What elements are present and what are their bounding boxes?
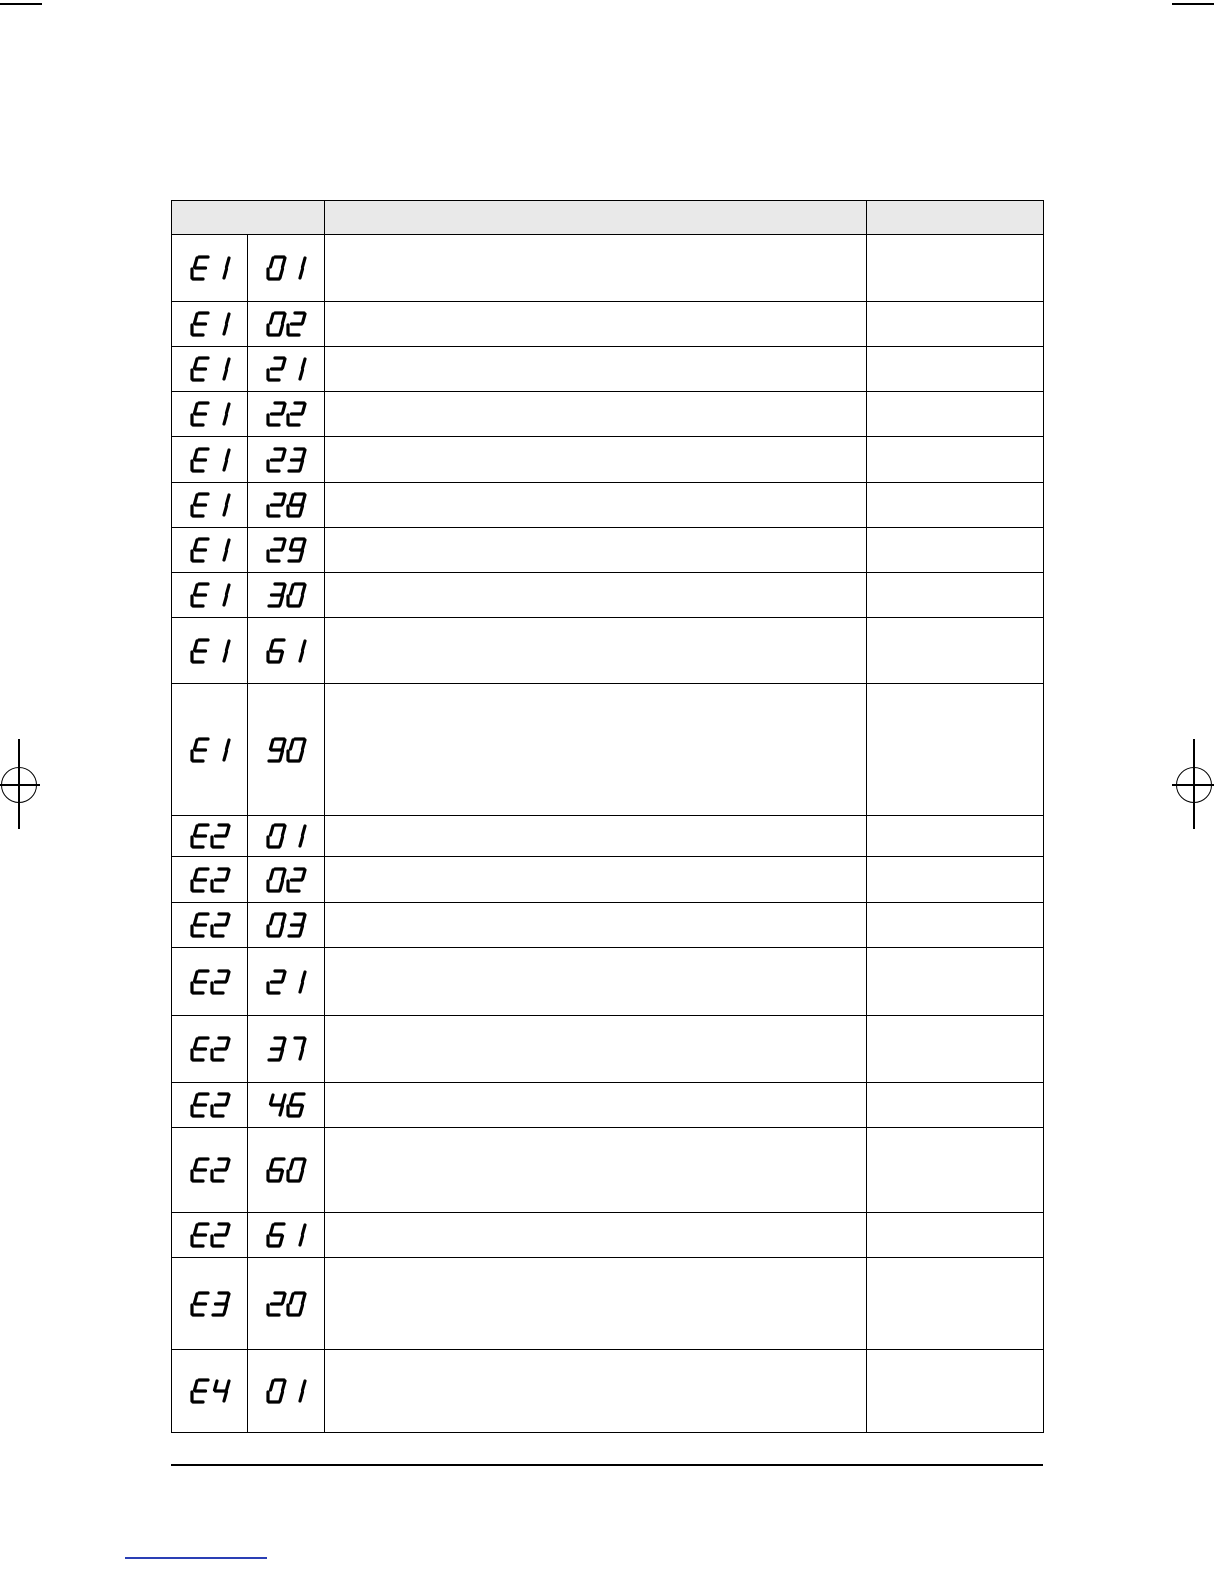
seven-segment-error-code (191, 1093, 229, 1117)
error-code-cell (172, 235, 248, 302)
error-code-cell (172, 903, 248, 948)
seven-segment-detail-code (267, 1037, 305, 1061)
remarks-cell (867, 1213, 1044, 1258)
seven-segment-detail-code (267, 448, 305, 472)
remarks-cell (867, 1083, 1044, 1128)
remarks-cell (867, 1016, 1044, 1083)
description-cell (325, 948, 867, 1016)
description-cell (325, 1350, 867, 1433)
seven-segment-error-code (191, 738, 229, 762)
remarks-cell (867, 302, 1044, 347)
error-code-cell (172, 1258, 248, 1350)
error-code-cell (172, 392, 248, 437)
detail-code-cell (248, 392, 325, 437)
seven-segment-error-code (191, 402, 229, 426)
table-row (172, 684, 1044, 816)
seven-segment-error-code (191, 583, 229, 607)
error-code-cell (172, 528, 248, 573)
error-code-cell (172, 857, 248, 903)
seven-segment-detail-code (267, 312, 305, 336)
detail-code-cell (248, 1083, 325, 1128)
seven-segment-detail-code (267, 402, 305, 426)
seven-segment-error-code (191, 639, 229, 663)
description-cell (325, 302, 867, 347)
remarks-cell (867, 857, 1044, 903)
seven-segment-error-code (191, 970, 229, 994)
description-cell (325, 618, 867, 684)
seven-segment-detail-code (267, 738, 305, 762)
footer-rule (171, 1464, 1043, 1466)
seven-segment-error-code (191, 824, 229, 848)
description-cell (325, 1083, 867, 1128)
remarks-cell (867, 1350, 1044, 1433)
detail-code-cell (248, 528, 325, 573)
description-cell (325, 684, 867, 816)
seven-segment-detail-code (267, 538, 305, 562)
table-row (172, 903, 1044, 948)
table-row (172, 1083, 1044, 1128)
seven-segment-detail-code (267, 1093, 305, 1117)
table-row (172, 857, 1044, 903)
table-row (172, 483, 1044, 528)
detail-code-cell (248, 235, 325, 302)
seven-segment-error-code (191, 538, 229, 562)
crop-mark-top-left (0, 3, 42, 5)
seven-segment-detail-code (267, 639, 305, 663)
seven-segment-error-code (191, 256, 229, 280)
description-cell (325, 1128, 867, 1213)
error-code-table (171, 200, 1044, 1433)
description-cell (325, 347, 867, 392)
detail-code-cell (248, 618, 325, 684)
seven-segment-detail-code (267, 970, 305, 994)
remarks-cell (867, 483, 1044, 528)
detail-code-cell (248, 1258, 325, 1350)
detail-code-cell (248, 1016, 325, 1083)
table-row (172, 618, 1044, 684)
seven-segment-detail-code (267, 824, 305, 848)
seven-segment-detail-code (267, 583, 305, 607)
table-row (172, 235, 1044, 302)
remarks-cell (867, 437, 1044, 483)
table-row (172, 347, 1044, 392)
error-code-cell (172, 302, 248, 347)
detail-code-cell (248, 857, 325, 903)
seven-segment-detail-code (267, 493, 305, 517)
table-row (172, 1128, 1044, 1213)
table-row (172, 528, 1044, 573)
remarks-cell (867, 347, 1044, 392)
description-cell (325, 392, 867, 437)
seven-segment-error-code (191, 493, 229, 517)
header-description (325, 201, 867, 235)
description-cell (325, 573, 867, 618)
error-code-cell (172, 347, 248, 392)
remarks-cell (867, 1128, 1044, 1213)
description-cell (325, 1016, 867, 1083)
description-cell (325, 1258, 867, 1350)
description-cell (325, 857, 867, 903)
table-header-row (172, 201, 1044, 235)
description-cell (325, 1213, 867, 1258)
seven-segment-detail-code (267, 913, 305, 937)
description-cell (325, 235, 867, 302)
remarks-cell (867, 816, 1044, 857)
error-code-cell (172, 573, 248, 618)
error-code-cell (172, 618, 248, 684)
header-code (172, 201, 325, 235)
error-code-cell (172, 1213, 248, 1258)
footer-link-underline (125, 1557, 267, 1559)
detail-code-cell (248, 1128, 325, 1213)
seven-segment-detail-code (267, 357, 305, 381)
table-row (172, 392, 1044, 437)
remarks-cell (867, 235, 1044, 302)
seven-segment-error-code (191, 312, 229, 336)
seven-segment-error-code (191, 1379, 229, 1403)
detail-code-cell (248, 302, 325, 347)
seven-segment-error-code (191, 1223, 229, 1247)
seven-segment-error-code (191, 1158, 229, 1182)
table-row (172, 948, 1044, 1016)
detail-code-cell (248, 437, 325, 483)
detail-code-cell (248, 347, 325, 392)
table-row (172, 816, 1044, 857)
table-row (172, 437, 1044, 483)
table-row (172, 1016, 1044, 1083)
table-row (172, 573, 1044, 618)
seven-segment-detail-code (267, 1158, 305, 1182)
description-cell (325, 437, 867, 483)
error-code-cell (172, 816, 248, 857)
detail-code-cell (248, 684, 325, 816)
seven-segment-detail-code (267, 256, 305, 280)
header-remarks (867, 201, 1044, 235)
error-code-cell (172, 1350, 248, 1433)
error-code-cell (172, 948, 248, 1016)
seven-segment-error-code (191, 1292, 229, 1316)
error-code-cell (172, 483, 248, 528)
detail-code-cell (248, 483, 325, 528)
error-code-cell (172, 1083, 248, 1128)
description-cell (325, 528, 867, 573)
table-row (172, 302, 1044, 347)
remarks-cell (867, 392, 1044, 437)
remarks-cell (867, 573, 1044, 618)
seven-segment-error-code (191, 357, 229, 381)
seven-segment-detail-code (267, 1223, 305, 1247)
error-code-cell (172, 1016, 248, 1083)
remarks-cell (867, 528, 1044, 573)
error-code-cell (172, 437, 248, 483)
error-code-cell (172, 1128, 248, 1213)
description-cell (325, 903, 867, 948)
detail-code-cell (248, 816, 325, 857)
seven-segment-detail-code (267, 1292, 305, 1316)
seven-segment-error-code (191, 868, 229, 892)
crop-mark-top-right (1172, 3, 1214, 5)
detail-code-cell (248, 1213, 325, 1258)
description-cell (325, 816, 867, 857)
detail-code-cell (248, 948, 325, 1016)
seven-segment-error-code (191, 1037, 229, 1061)
remarks-cell (867, 903, 1044, 948)
seven-segment-detail-code (267, 1379, 305, 1403)
table-row (172, 1258, 1044, 1350)
description-cell (325, 483, 867, 528)
remarks-cell (867, 948, 1044, 1016)
detail-code-cell (248, 903, 325, 948)
table-row (172, 1350, 1044, 1433)
remarks-cell (867, 1258, 1044, 1350)
seven-segment-error-code (191, 913, 229, 937)
remarks-cell (867, 684, 1044, 816)
table-row (172, 1213, 1044, 1258)
seven-segment-detail-code (267, 868, 305, 892)
seven-segment-error-code (191, 448, 229, 472)
detail-code-cell (248, 1350, 325, 1433)
error-code-cell (172, 684, 248, 816)
remarks-cell (867, 618, 1044, 684)
detail-code-cell (248, 573, 325, 618)
